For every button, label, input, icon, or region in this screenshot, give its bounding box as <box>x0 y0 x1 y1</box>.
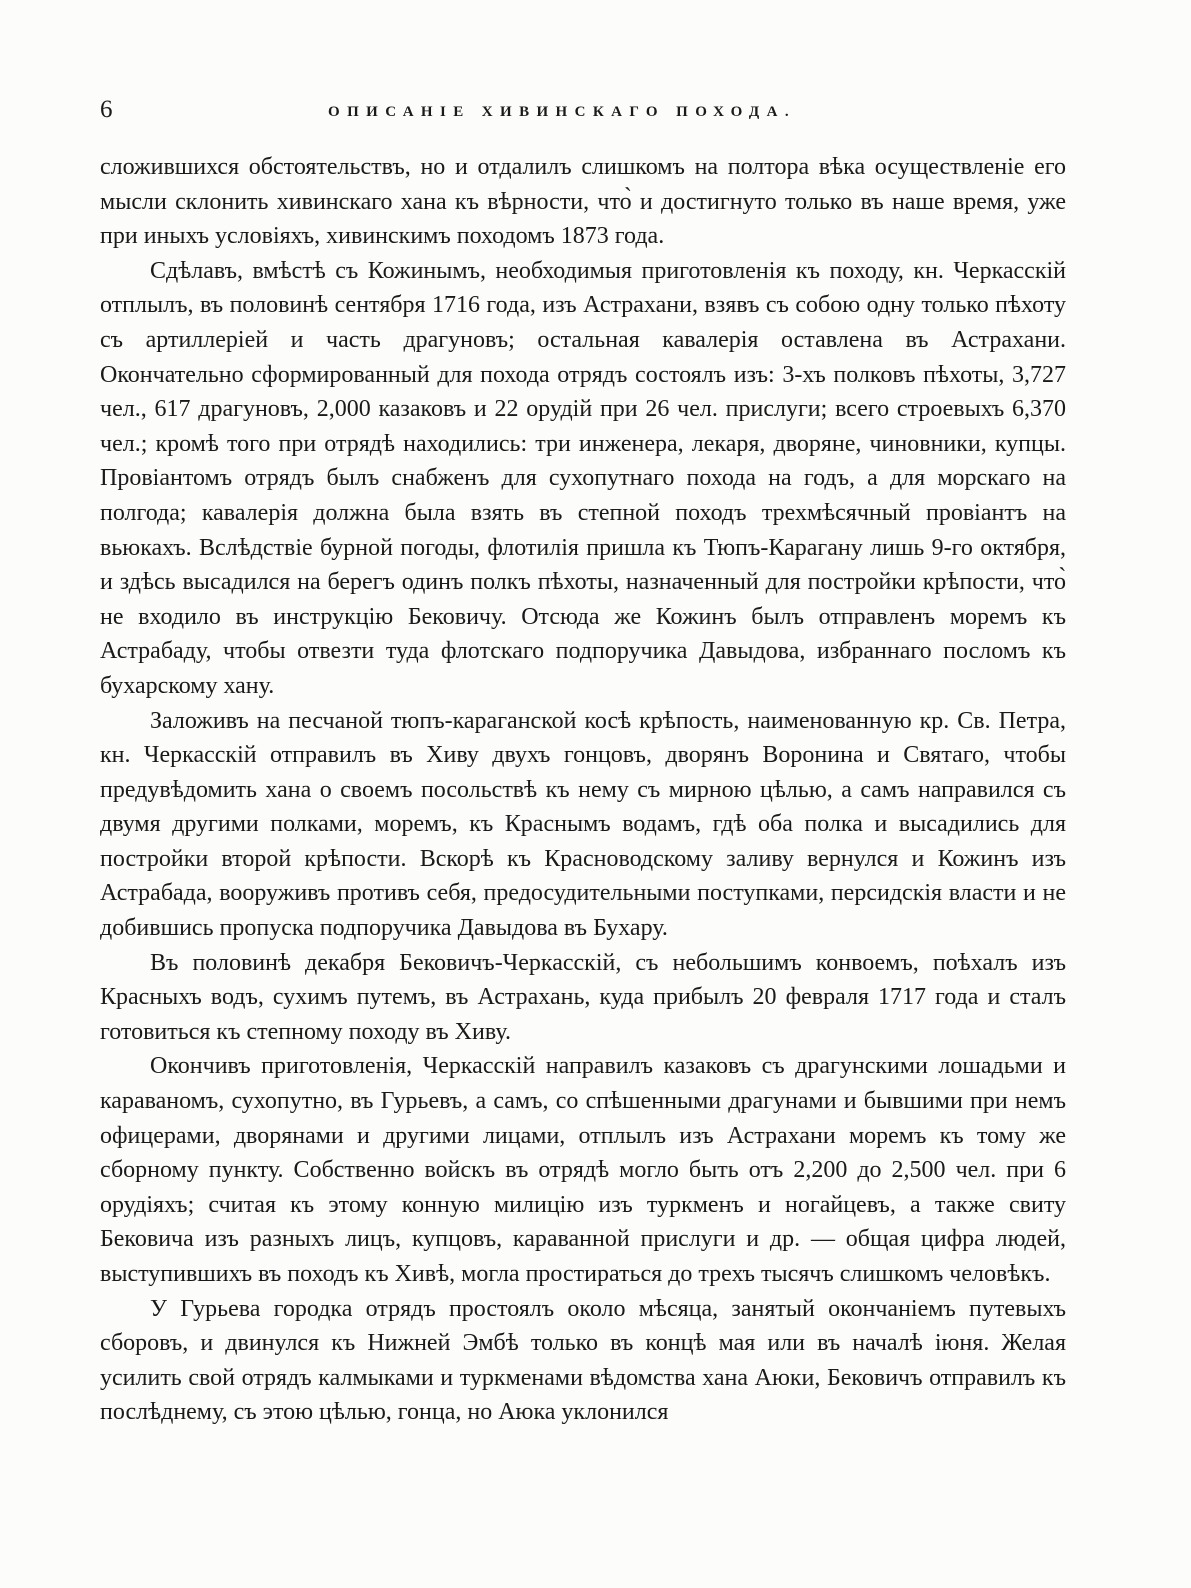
paragraph-3: Заложивъ на песчаной тюпъ-караганской косѣ крѣпость, наименованную кр. Св. Петра, кн. Черкасскій отправилъ въ Хиву двухъ гонцовъ, дворянъ Воронина и Святаго, чтобы предувѣдомить хана о своемъ посольствѣ къ нему съ мирною цѣлью, а самъ направился съ двумя другими полками, моремъ, къ Краснымъ водамъ, гдѣ оба полка и высадились для постройки второй крѣпости. Вскорѣ къ Красноводскому заливу вернулся и Кожинъ изъ Астрабада, вооруживъ противъ себя, предосудительными поступками, персидскія власти и не добившись пропуска подпоручика Давыдова въ Бухару. <box>100 707 1066 942</box>
paragraph-1: сложившихся обстоятельствъ, но и отдалилъ слишкомъ на полтора вѣка осуществленіе его мысли склонить хивинскаго хана къ вѣрности, что̀ и достигнуто только въ наше время, уже при иныхъ условіяхъ, хивинскимъ походомъ 1873 года. <box>100 154 1066 250</box>
paragraph-2: Сдѣлавъ, вмѣстѣ съ Кожинымъ, необходимыя приготовленія къ походу, кн. Черкасскій отплылъ, въ половинѣ сентября 1716 года, изъ Астрахани, взявъ съ собою одну только пѣхоту съ артиллеріей и часть драгуновъ; остальная кавалерія оставлена въ Астрахани. Окончательно сформированный для похода отрядъ состоялъ изъ: 3-хъ полковъ пѣхоты, 3,727 чел., 617 драгуновъ, 2,000 казаковъ и 22 орудій при 26 чел. прислуги; всего строевыхъ 6,370 чел.; кромѣ того при отрядѣ находились: три инженера, лекаря, дворяне, чиновники, купцы. Провіантомъ отрядъ былъ снабженъ для сухопутнаго похода на годъ, а для морскаго на полгода; кавалерія должна была взять въ степной походъ трехмѣсячный провіантъ на вьюкахъ. Вслѣдствіе бурной погоды, флотилія пришла къ Тюпъ-Карагану лишь 9-го октября, и здѣсь высадился на берегъ одинъ полкъ пѣхоты, назначенный для постройки крѣпости, что̀ не входило въ инструкцію Бековичу. Отсюда же Кожинъ былъ отправленъ моремъ къ Астрабаду, чтобы отвезти туда флотскаго подпоручика Давыдова, избраннаго посломъ къ бухарскому хану. <box>100 257 1066 699</box>
body-text <box>100 150 1066 1430</box>
paragraph-4: Въ половинѣ декабря Бековичъ-Черкасскій, съ небольшимъ конвоемъ, поѣхалъ изъ Красныхъ водъ, сухимъ путемъ, въ Астрахань, куда прибылъ 20 февраля 1717 года и сталъ готовиться къ степному походу въ Хиву. <box>100 949 1066 1045</box>
running-title: ОПИСАНІЕ ХИВИНСКАГО ПОХОДА. <box>328 104 797 120</box>
paragraph-5: Окончивъ приготовленія, Черкасскій направилъ казаковъ съ драгунскими лошадьми и караваномъ, сухопутно, въ Гурьевъ, а самъ, со спѣшенными драгунами и бывшими при немъ офицерами, дворянами и другими лицами, отплылъ изъ Астрахани моремъ къ тому же сборному пункту. Собственно войскъ въ отрядѣ могло быть отъ 2,200 до 2,500 чел. при 6 орудіяхъ; считая къ этому конную милицію изъ туркменъ и ногайцевъ, а также свиту Бековича изъ разныхъ лицъ, купцовъ, караванной прислуги и др. — общая цифра людей, выступившихъ въ походъ къ Хивѣ, могла простираться до трехъ тысячъ слишкомъ человѣкъ. <box>100 1053 1066 1287</box>
paragraph-6: У Гурьева городка отрядъ простоялъ около мѣсяца, занятый окончаніемъ путевыхъ сборовъ, и двинулся къ Нижней Эмбѣ только въ концѣ мая или въ началѣ іюня. Желая усилить свой отрядъ калмыками и туркменами вѣдомства хана Аюки, Бековичъ отправилъ къ послѣднему, съ этою цѣлью, гонца, но Аюка уклонился <box>100 1295 1066 1426</box>
page-header <box>100 96 1060 132</box>
page-number: 6 <box>100 96 113 123</box>
